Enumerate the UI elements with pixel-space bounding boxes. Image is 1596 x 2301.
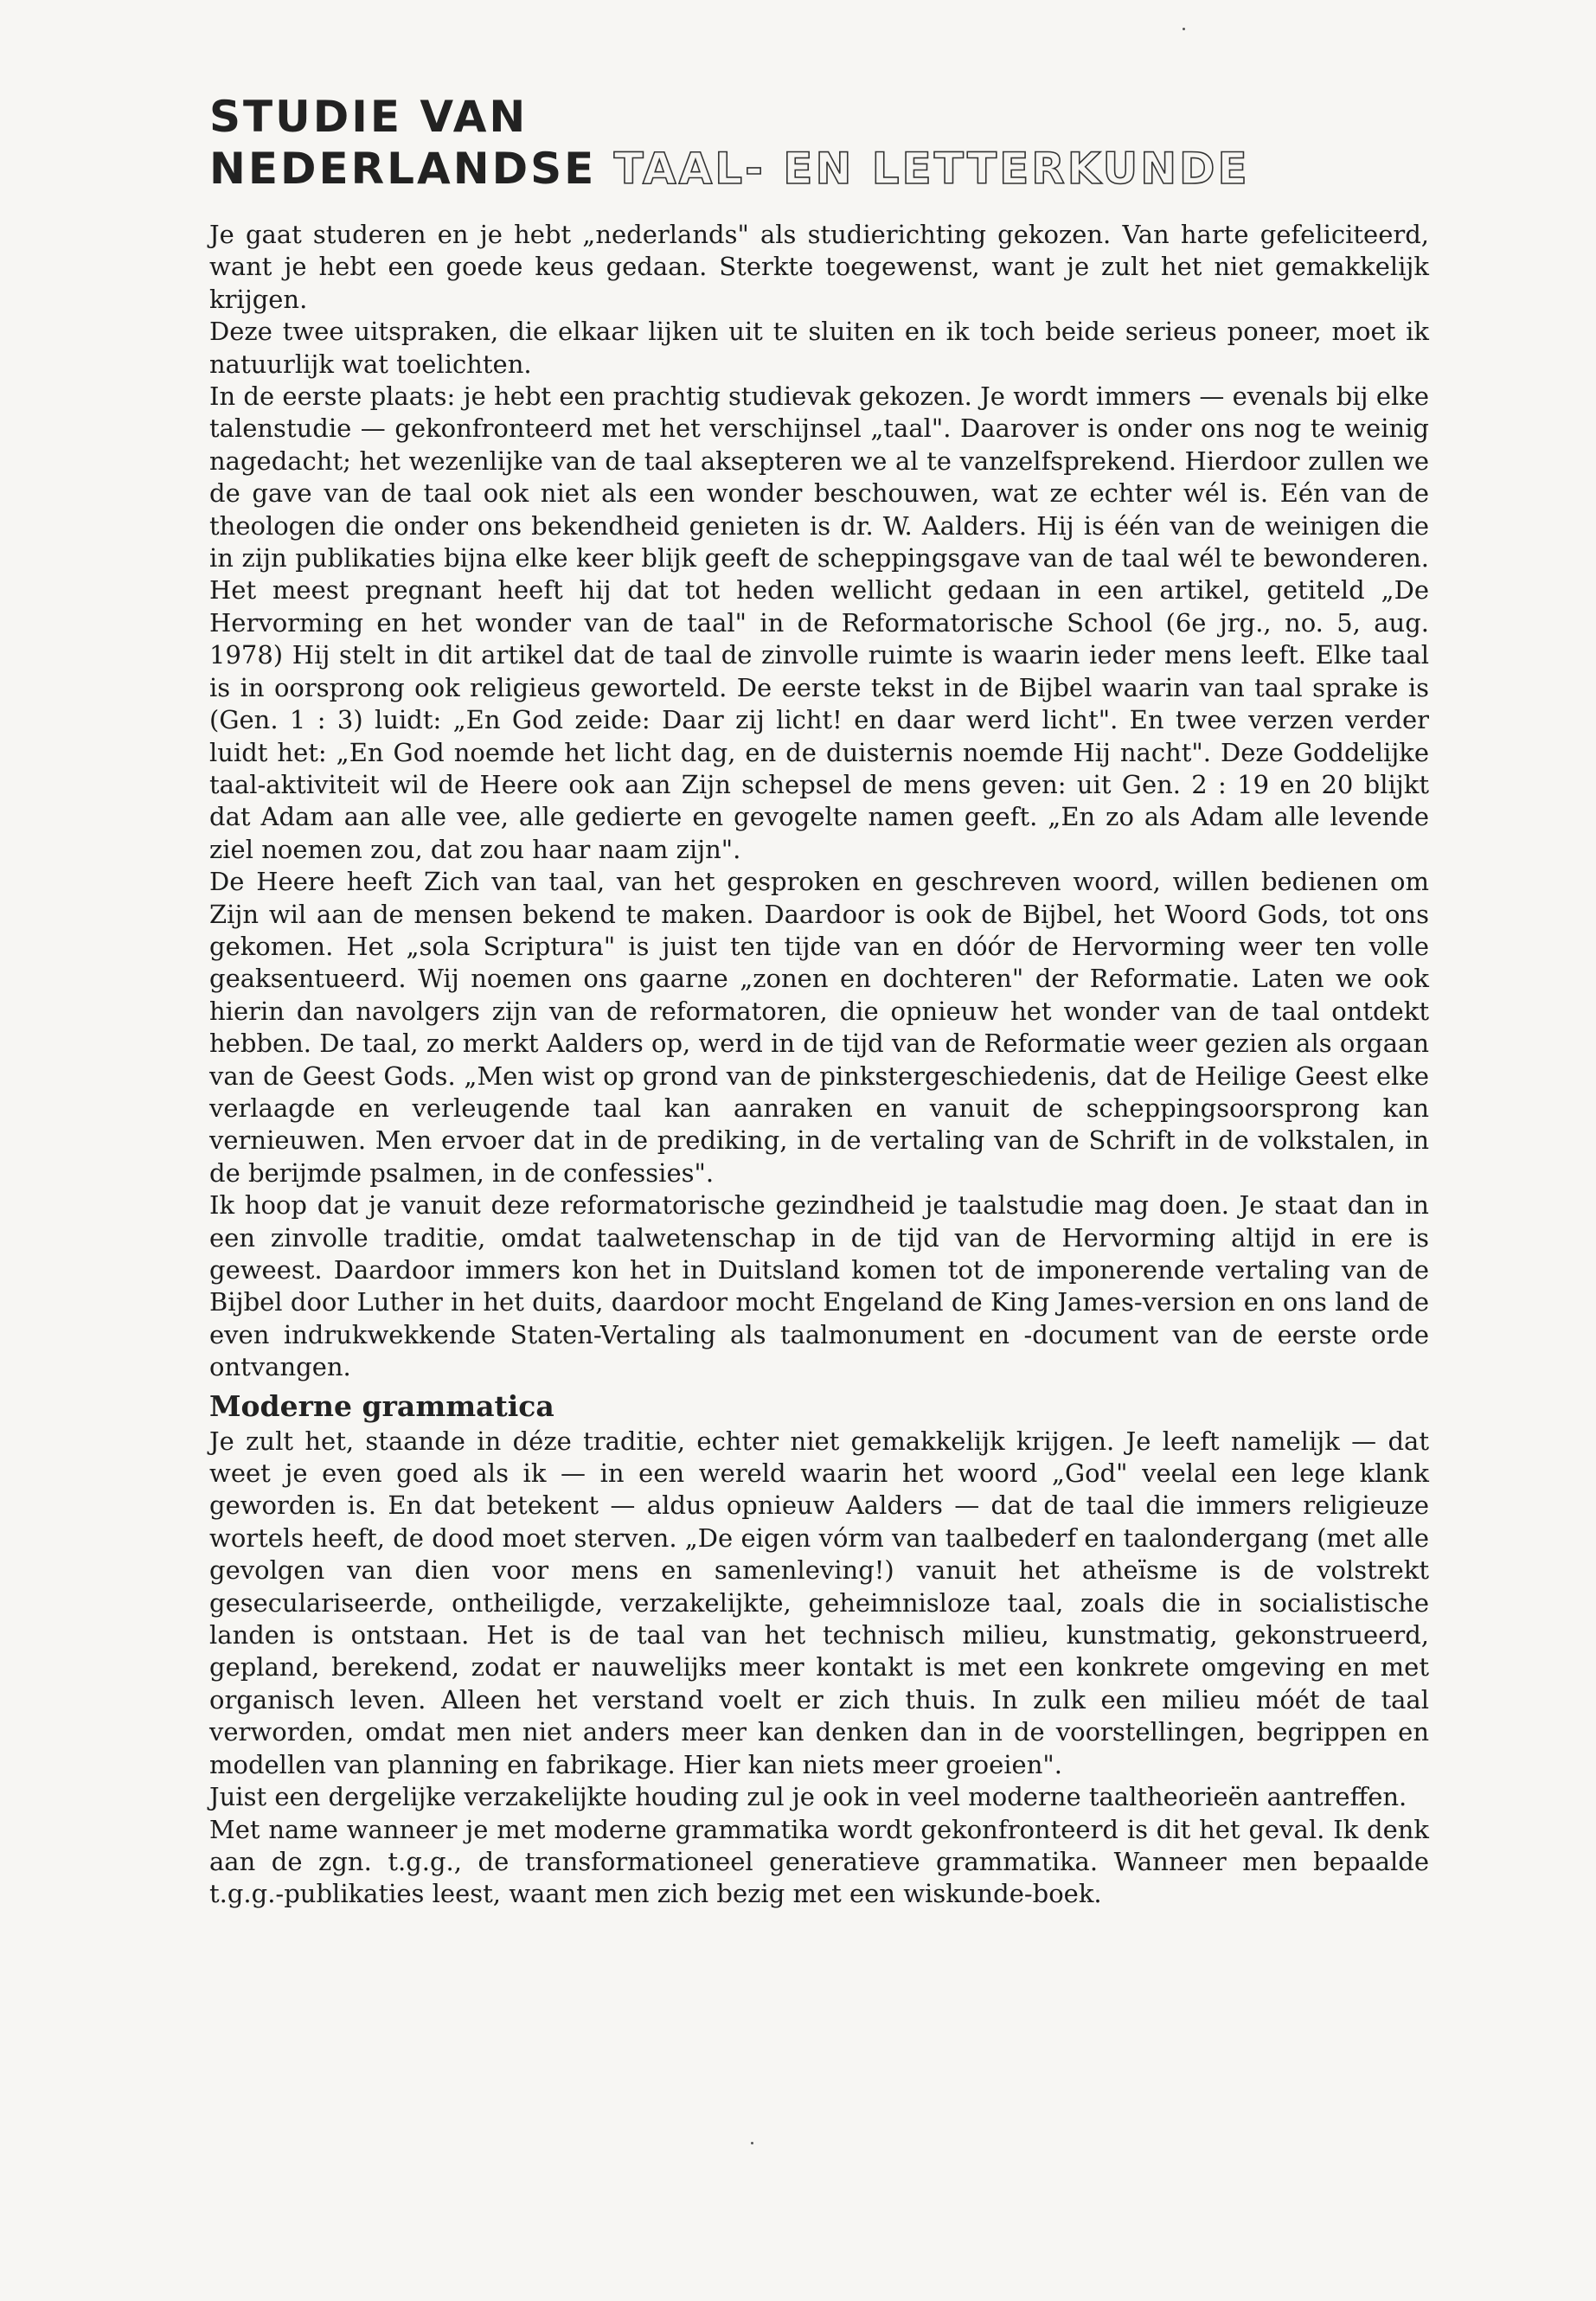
paragraph: Ik hoop dat je vanuit deze reformatorische gezindheid je taalstudie mag doen. Je staat dan in een zinvolle traditie, omdat taalwetenschap in de tijd van de Hervorming altijd in ere is geweest. Daardoor immers kon het in Duitsland komen tot de imponerende vertaling van de Bijbel door Luther in het duits, daardoor mocht Engeland de King James-version en ons land de even indrukwekkende Staten-Vertaling als taalmonument en -document van de eerste orde ontvangen.	[209, 1190, 1429, 1382]
scan-speck	[1183, 28, 1185, 30]
article	[209, 91, 1429, 1911]
paragraph: In de eerste plaats: je hebt een prachtig studievak gekozen. Je wordt immers — evenals bij elke talenstudie — gekonfronteerd met het verschijnsel „taal". Daarover is onder ons nog te weinig nagedacht; het wezenlijke van de taal aksepteren we al te vanzelfsprekend. Hierdoor zullen we de gave van de taal ook niet als een wonder beschouwen, wat ze echter wél is. Eén van de theologen die onder ons bekendheid genieten is dr. W. Aalders. Hij is één van de weinigen die in zijn publikaties bijna elke keer blijk geeft de scheppingsgave van de taal wél te bewonderen. Het meest pregnant heeft hij dat tot heden wellicht gedaan in een artikel, getiteld „De Hervorming en het wonder van de taal" in de Reformatorische School (6e jrg., no. 5, aug. 1978) Hij stelt in dit artikel dat de taal de zinvolle ruimte is waarin ieder mens leeft. Elke taal is in oorsprong ook religieus geworteld. De eerste tekst in de Bijbel waarin van taal sprake is (Gen. 1 : 3) luidt: „En God zeide: Daar zij licht! en daar werd licht". En twee verzen verder luidt het: „En God noemde het licht dag, en de duisternis noemde Hij nacht". Deze Goddelijke taal-aktiviteit wil de Heere ook aan Zijn schepsel de mens geven: uit Gen. 2 : 19 en 20 blijkt dat Adam aan alle vee, alle gedierte en gevogelte namen geeft. „En zo als Adam alle levende ziel noemen zou, dat zou haar naam zijn".	[209, 381, 1429, 864]
paragraph: Deze twee uitspraken, die elkaar lijken uit te sluiten en ik toch beide serieus poneer, moet ik natuurlijk wat toelichten.	[209, 317, 1429, 379]
paragraph: Je gaat studeren en je hebt „nederlands" als studierichting gekozen. Van harte gefeliciteerd, want je hebt een goede keus gedaan. Sterkte toegewenst, want je zult het niet gemakkelijk krijgen.	[209, 220, 1429, 314]
title-line-2-solid: NEDERLANDSE	[209, 144, 597, 194]
title-line-2	[209, 143, 1429, 195]
paragraph: Je zult het, staande in déze traditie, echter niet gemakkelijk krijgen. Je leeft namelijk — dat weet je even goed als ik — in een wereld waarin het woord „God" veelal een lege klank geworden is. En dat betekent — aldus opnieuw Aalders — dat de taal die immers religieuze wortels heeft, de dood moet sterven. „De eigen vórm van taalbederf en taalondergang (met alle gevolgen van dien voor mens en samenleving!) vanuit het atheïsme is de volstrekt geseculariseerde, ontheiligde, verzakelijkte, geheimnisloze taal, zoals die in socialistische landen is ontstaan. Het is de taal van het technisch milieu, kunstmatig, gekonstrueerd, gepland, berekend, zodat er nauwelijks meer kontakt is met een konkrete omgeving en met organisch leven. Alleen het verstand voelt er zich thuis. In zulk een milieu móét de taal verworden, omdat men niet anders meer kan denken dan in de voorstellingen, begrippen en modellen van planning en fabrikage. Hier kan niets meer groeien".	[209, 1426, 1429, 1779]
paragraph: Juist een dergelijke verzakelijkte houding zul je ook in veel moderne taaltheorieën aantreffen.	[209, 1782, 1407, 1812]
paragraph: Met name wanneer je met moderne grammatika wordt gekonfronteerd is dit het geval. Ik denk aan de zgn. t.g.g., de transformationeel generatieve grammatika. Wanneer men bepaalde t.g.g.-publikaties leest, waant men zich bezig met een wiskunde-boek.	[209, 1814, 1429, 1909]
article-title	[209, 91, 1429, 195]
paragraph: De Heere heeft Zich van taal, van het gesproken en geschreven woord, willen bedienen om Zijn wil aan de mensen bekend te maken. Daardoor is ook de Bijbel, het Woord Gods, tot ons gekomen. Het „sola Scriptura" is juist ten tijde van en dóór de Hervorming weer ten volle geaksentueerd. Wij noemen ons gaarne „zonen en dochteren" der Reformatie. Laten we ook hierin dan navolgers zijn van de reformatoren, die opnieuw het wonder van de taal ontdekt hebben. De taal, zo merkt Aalders op, werd in de tijd van de Reformatie weer gezien als orgaan van de Geest Gods. „Men wist op grond van de pinkstergeschiedenis, dat de Heilige Geest elke verlaagde en verleugende taal kan aanraken en vanuit de scheppingsoorsprong kan vernieuwen. Men ervoer dat in de prediking, in de vertaling van de Schrift in de volkstalen, in de berijmde psalmen, in de confessies".	[209, 867, 1429, 1188]
scan-speck	[751, 2142, 753, 2144]
title-line-1: STUDIE VAN	[209, 92, 529, 142]
title-line-2-outline: TAAL- EN LETTERKUNDE	[613, 144, 1250, 194]
section-heading: Moderne grammatica	[209, 1388, 554, 1423]
